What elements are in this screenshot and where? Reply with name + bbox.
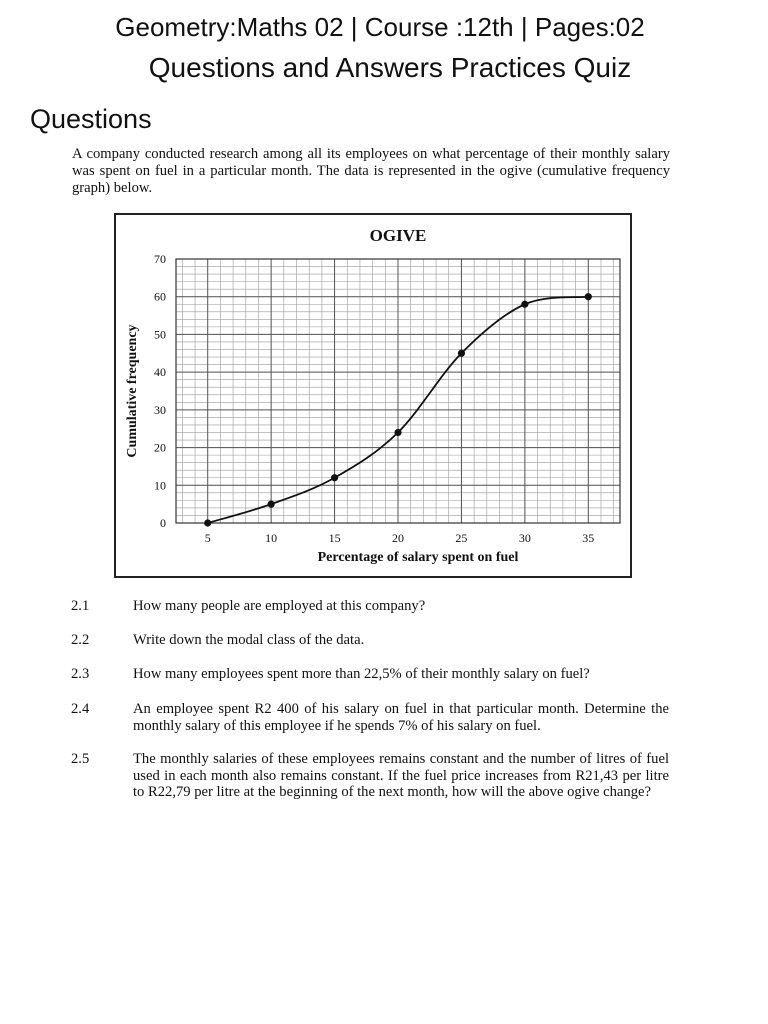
x-tick-label: 10 <box>265 531 278 545</box>
data-point <box>458 350 465 357</box>
document-title: Questions and Answers Practices Quiz <box>148 52 632 83</box>
y-tick-label: 40 <box>154 365 166 380</box>
chart-title: OGIVE <box>369 226 427 245</box>
data-point <box>331 474 338 481</box>
intro-paragraph: A company conducted research among all its employees on what percentage of their monthly salary was spent on fuel in a particular month. The data is represented in the ogive (cumulative frequency graph) below. <box>72 146 670 196</box>
question-number: 2.3 <box>71 666 90 682</box>
question-text: How many people are employed at this company? <box>133 598 426 614</box>
data-point <box>268 501 275 508</box>
x-tick-label: 15 <box>328 531 341 545</box>
x-axis-label: Percentage of salary spent on fuel <box>317 550 519 565</box>
y-tick-label: 20 <box>154 440 166 455</box>
question-number: 2.4 <box>71 701 90 717</box>
y-tick-label: 10 <box>154 478 166 493</box>
data-point <box>204 519 211 526</box>
y-tick-label: 0 <box>160 516 166 530</box>
question-text: The monthly salaries of these employees remains constant and the number of litres of fuel used in each month also remains constant. If the fuel price increases from R21,43 per litre to R22,79 per litre at the beginning of the next month, how will the above ogive change? <box>133 751 669 800</box>
y-tick-label: 30 <box>154 402 166 417</box>
y-tick-label: 70 <box>154 252 166 266</box>
ogive-chart-frame <box>114 213 632 578</box>
question-number: 2.1 <box>71 598 90 614</box>
y-tick-label: 60 <box>154 289 166 304</box>
x-tick-label: 25 <box>455 531 468 545</box>
question-number: 2.5 <box>71 751 90 767</box>
question-text: Write down the modal class of the data. <box>133 632 365 648</box>
question-text: An employee spent R2 400 of his salary on fuel in that particular month. Determine the monthly salary of this employee if he spends 7% of his salary on fuel. <box>133 701 669 734</box>
x-tick-label: 30 <box>518 531 531 545</box>
x-tick-label: 20 <box>392 531 404 545</box>
y-axis-label: Cumulative frequency <box>125 324 140 458</box>
data-point <box>394 429 401 436</box>
question-text: How many employees spent more than 22,5% of their monthly salary on fuel? <box>133 666 590 682</box>
section-title: Questions <box>30 104 152 134</box>
y-tick-label: 50 <box>154 327 166 342</box>
x-tick-label: 5 <box>204 531 211 545</box>
data-point <box>521 301 528 308</box>
document-header: Geometry:Maths 02 | Course :12th | Pages:02 <box>115 12 645 42</box>
question-number: 2.2 <box>71 632 90 648</box>
x-tick-label: 35 <box>582 531 595 545</box>
ogive-chart <box>116 215 630 576</box>
data-point <box>585 293 592 300</box>
